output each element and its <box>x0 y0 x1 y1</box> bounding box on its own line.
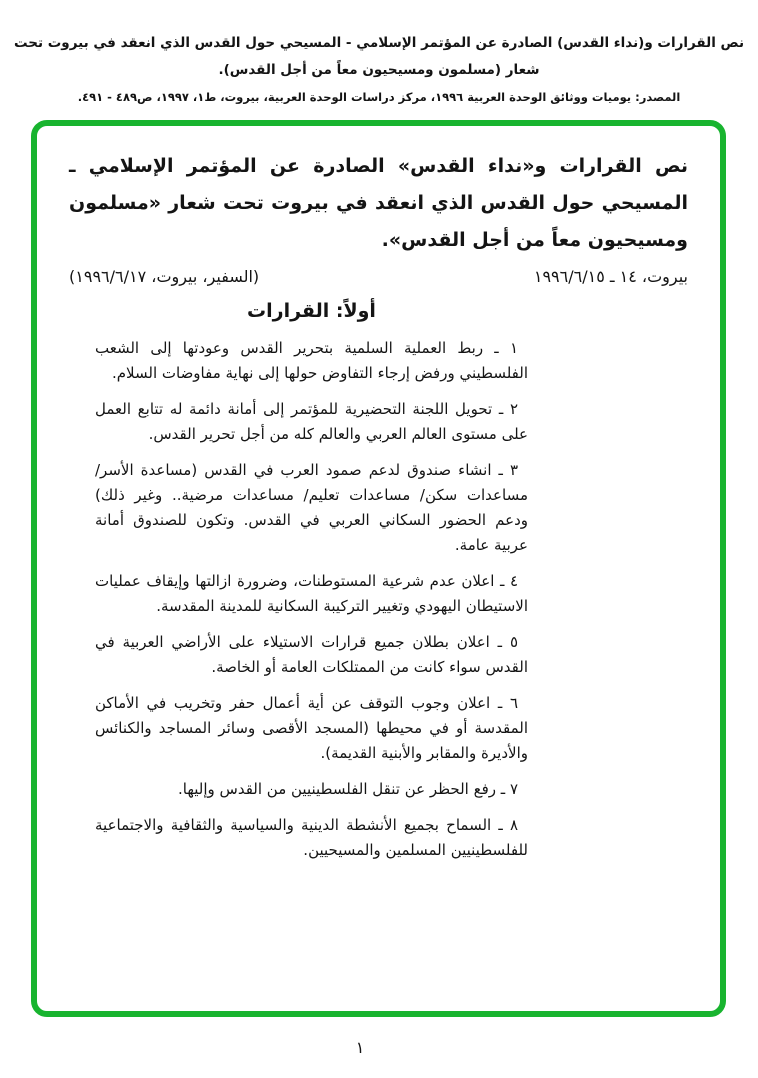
resolutions-section <box>95 300 528 863</box>
header-source-line: المصدر: يوميات ووثائق الوحدة العربية ١٩٩٦، مركز دراسات الوحدة العربية، بيروت، ط١، ١٩٩٧، ص٤٨٩ - ٤٩١. <box>77 90 681 104</box>
resolution-item: ٦ ـ اعلان وجوب التوقف عن أية أعمال حفر وتخريب في الأماكن المقدسة أو في محيطها (المسجد الأقصى وسائر المساجد والكنائس والأديرة والمقابر والأبنية القديمة). <box>95 694 528 762</box>
page-number: ١ <box>355 1038 365 1057</box>
resolution-item: ٣ ـ انشاء صندوق لدعم صمود العرب في القدس (مساعدة الأسر/ مساعدات سكن/ مساعدات تعليم/ مساعدات مرضية.. وغير ذلك) ودعم الحضور السكاني العربي في القدس. وتكون للصندوق أمانة عربية عامة. <box>95 461 528 554</box>
document-frame <box>31 120 726 1017</box>
resolution-item: ٧ ـ رفع الحظر عن تنقل الفلسطينيين من القدس وإليها. <box>177 780 518 798</box>
dateline <box>69 267 688 286</box>
resolution-item: ٨ ـ السماح بجميع الأنشطة الدينية والسياسية والثقافية والاجتماعية للفلسطينيين المسلمين والمسيحيين. <box>95 816 528 859</box>
dateline-newspaper-citation: (السفير، بيروت، ١٩٩٦/٦/١٧) <box>69 267 260 286</box>
resolution-item: ١ ـ ربط العملية السلمية بتحرير القدس وعودتها إلى الشعب الفلسطيني ورفض إرجاء التفاوض حولها إلى نهاية مفاوضات السلام. <box>95 339 528 382</box>
document-title: نص القرارات و«نداء القدس» الصادرة عن المؤتمر الإسلامي ـ المسيحي حول القدس الذي انعقد في بيروت تحت شعار «مسلمون ومسيحيون معاً من أجل القدس». <box>69 155 688 251</box>
page-header <box>0 0 758 111</box>
header-title-line-2: شعار (مسلمون ومسيحيون معاً من أجل القدس). <box>218 62 540 78</box>
resolution-item: ٥ ـ اعلان بطلان جميع قرارات الاستيلاء على الأراضي العربية في القدس سواء كانت من الممتلكات العامة أو الخاصة. <box>95 633 528 676</box>
resolution-item: ٢ ـ تحويل اللجنة التحضيرية للمؤتمر إلى أمانة دائمة له تتابع العمل على مستوى العالم العربي والعالم كله من أجل تحرير القدس. <box>95 400 528 443</box>
resolutions-list <box>95 336 528 863</box>
dateline-place-date: بيروت، ١٤ ـ ١٩٩٦/٦/١٥ <box>533 267 688 286</box>
resolution-item: ٤ ـ اعلان عدم شرعية المستوطنات، وضرورة ازالتها وإيقاف عمليات الاستيطان اليهودي وتغيير التركيبة السكانية للمدينة المقدسة. <box>95 572 528 615</box>
header-title-line-1: نص القرارات و(نداء القدس) الصادرة عن المؤتمر الإسلامي - المسيحي حول القدس الذي انعقد في بيروت تحت <box>13 35 745 51</box>
section-heading: أولاً: القرارات <box>247 300 376 322</box>
